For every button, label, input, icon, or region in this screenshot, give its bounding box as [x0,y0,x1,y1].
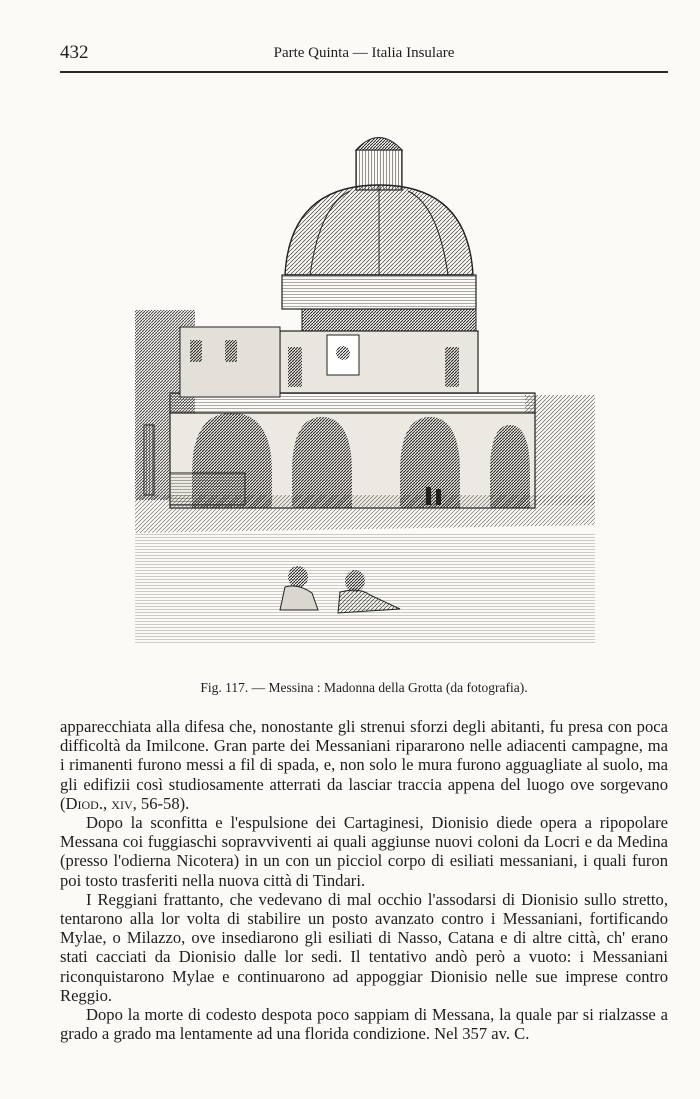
paragraph-1 [60,717,668,813]
paragraph-3: I Reggiani frattanto, che vedevano di mal occhio l'assodarsi di Dionisio sullo stretto, tentarono alla lor volta di stabilire un posto avanzato contro i Messaniani, fortificando Mylae, o Milazzo, ove insediarono gli esiliati di Nasso, Catana e di altre città, ch' erano stati cacciati da Dionisio dalle lor sedi. Il tentativo andò però a vuoto: i Messaniani riconquistarono Mylae e continuarono ad appoggiar Dionisio nelle sue imprese contro Reggio. [60,889,668,1005]
figure-engraving [130,95,600,665]
church-engraving-illustration [130,95,600,665]
paragraph-1-end: ). [179,793,190,813]
body-text [60,717,668,1043]
paragraph-2: Dopo la sconfitta e l'espulsione dei Cartaginesi, Dionisio diede opera a ripopolare Messana coi fuggiaschi sopravviventi ai quali aggiunse nuovi coloni da Locri e da Medina (presso l'odierna Nicotera) in un con un picciol corpo di esiliati messaniani, i quali furon poi tosto trasferiti nella nuova città di Tindari. [60,813,668,890]
header-rule [60,71,668,73]
page-number: 432 [60,42,89,63]
paragraph-1-text: apparecchiata alla difesa che, nonostante gli strenui sforzi degli abitanti, fu presa con poca difficoltà da Imilcone. Gran parte dei Messaniani ripararono nelle adiacenti campagne, ma i rimanenti furono messi a fil di spada, e, non solo le mura furono agguagliate al suolo, ma gli edifizii così studiosamente atterrati da lasciar traccia appena del luogo ove sorgevano ( [60,717,668,813]
page-header [60,40,668,68]
citation: Diod., xiv, 56-58 [65,793,180,813]
paragraph-4: Dopo la morte di codesto despota poco sappiam di Messana, la quale par si rialzasse a grado a grado ma lentamente ad una florida condizione. Nel 357 av. C. [60,1005,668,1044]
running-title: Parte Quinta — Italia Insulare [273,45,455,61]
figure-caption: Fig. 117. — Messina : Madonna della Grotta (da fotografia). [200,680,528,695]
